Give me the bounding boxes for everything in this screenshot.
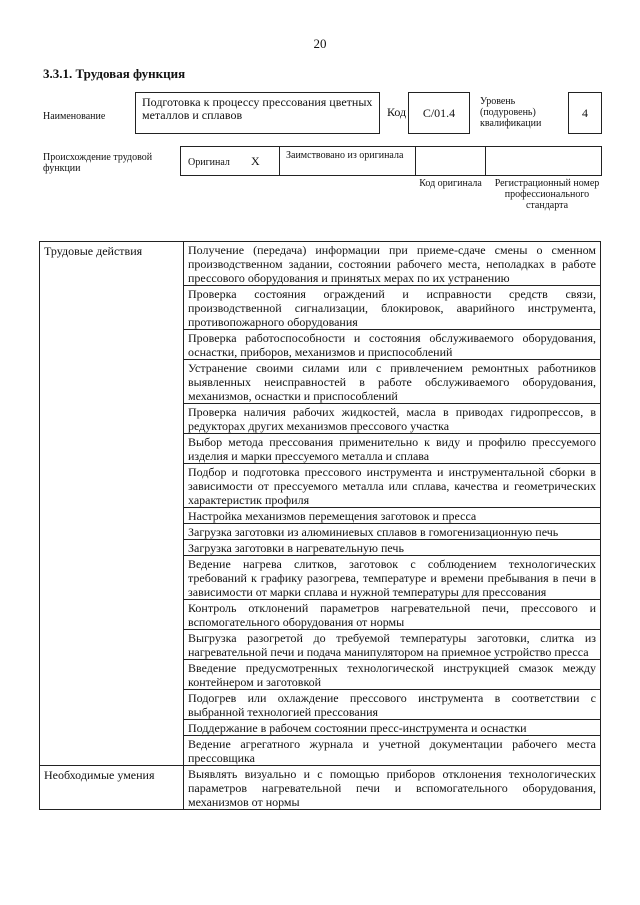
labor-action-item: Подбор и подготовка прессового инструмента и инструментальной сборки в зависимости от прессуемого металла или сплава, качества и геометрических характеристик профиля	[184, 464, 601, 508]
name-value: Подготовка к процессу прессования цветных металлов и сплавов	[142, 95, 373, 122]
level-value: 4	[582, 105, 588, 120]
labor-action-item: Загрузка заготовки в нагревательную печь	[184, 540, 601, 556]
labor-action-item: Устранение своими силами или с привлечением ремонтных работников выявленных неисправностей в работе обслуживаемого оборудования, механизмов, оснастки и приспособлений	[184, 360, 601, 404]
skill-item: Выявлять визуально и с помощью приборов отклонения технологических параметров нагревательной печи и вспомогательного оборудования, механизмов от нормы	[184, 766, 601, 810]
functions-table	[39, 241, 601, 810]
section-title: 3.3.1. Трудовая функция	[43, 66, 186, 81]
skill-row	[40, 766, 601, 810]
labor-action-item: Введение предусмотренных технологической инструкцией смазок между контейнером и заготовкой	[184, 660, 601, 690]
borrowed-label: Заимствовано из оригинала	[286, 150, 404, 161]
skill-label: Необходимые умения	[40, 766, 184, 810]
level-label: Уровень (подуровень) квалификации	[480, 96, 542, 129]
labor-action-item: Выбор метода прессования применительно к виду и профилю прессуемого изделия и марки прессуемого металла и сплава	[184, 434, 601, 464]
labor-action-item: Выгрузка разогретой до требуемой температуры заготовки, слитка из нагревательной печи и подача манипулятором на приемное устройство пресса	[184, 630, 601, 660]
labor-action-item: Ведение агрегатного журнала и учетной документации рабочего места прессовщика	[184, 736, 601, 766]
labor-action-item: Загрузка заготовки из алюминиевых сплавов в гомогенизационную печь	[184, 524, 601, 540]
orig-code-cell	[415, 146, 486, 176]
labor-action-item: Проверка работоспособности и состояния обслуживаемого оборудования, оснастки, приборов, механизмов и приспособлений	[184, 330, 601, 360]
original-mark: Х	[251, 154, 260, 168]
labor-action-item: Проверка наличия рабочих жидкостей, масла в приводах гидропрессов, в редукторах других механизмов прессового участка	[184, 404, 601, 434]
labor-action-item: Проверка состояния ограждений и исправности средств связи, производственной сигнализации, блокировок, аварийного инструмента, противопожарного оборудования	[184, 286, 601, 330]
original-cell	[180, 146, 280, 176]
name-label: Наименование	[43, 111, 106, 122]
reg-number-label: Регистрационный номер профессионального стандарта	[494, 178, 600, 211]
labor-action-row	[40, 242, 601, 286]
labor-action-label: Трудовые действия	[40, 242, 184, 766]
labor-action-item: Подогрев или охлаждение прессового инструмента в соответствии с выбранной технологией прессования	[184, 690, 601, 720]
page-number: 20	[313, 36, 327, 51]
code-box	[408, 92, 470, 134]
labor-action-item: Получение (передача) информации при приеме-сдаче смены о сменном производственном задании, состоянии рабочего места, неполадках в работе прессового оборудования и принятых мерах по их устранению	[184, 242, 601, 286]
code-value: С/01.4	[422, 105, 456, 120]
orig-code-label: Код оригинала	[419, 178, 482, 189]
labor-action-item: Ведение нагрева слитков, заготовок с соблюдением технологических требований к графику разогрева, температуре и времени пребывания в печи в зависимости от марки сплава и нужной температуры для прессования	[184, 556, 601, 600]
level-box	[568, 92, 602, 134]
labor-action-item: Контроль отклонений параметров нагревательной печи, прессового и вспомогательного оборудования от нормы	[184, 600, 601, 630]
code-label: Код	[387, 105, 407, 119]
labor-action-item: Поддержание в рабочем состоянии пресс-инструмента и оснастки	[184, 720, 601, 736]
name-box	[135, 92, 380, 134]
original-label: Оригинал	[188, 157, 230, 168]
origin-label: Происхождение трудовой функции	[43, 152, 153, 174]
labor-action-item: Настройка механизмов перемещения заготовок и пресса	[184, 508, 601, 524]
